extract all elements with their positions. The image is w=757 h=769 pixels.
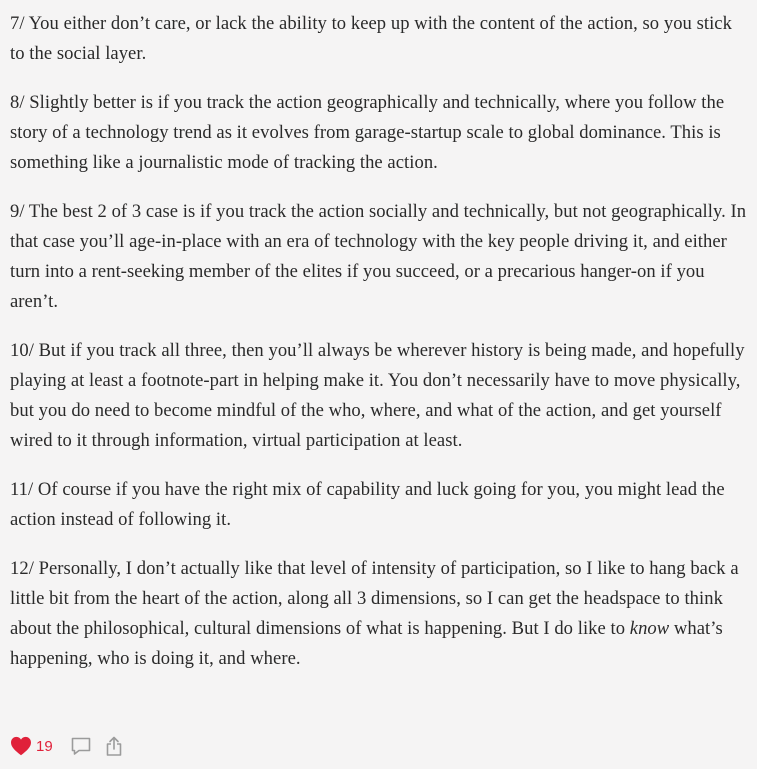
post-action-bar — [10, 733, 123, 759]
paragraph-7: 7/ You either don’t care, or lack the ability to keep up with the content of the action, so you stick to the social layer. — [10, 13, 732, 64]
heart-icon — [10, 736, 32, 756]
paragraph-9: 9/ The best 2 of 3 case is if you track the action socially and technically, but not geographically. In that case you’ll age-in-place with an era of technology with the key people driving it, and either turn into a rent-seeking member of the elites if you succeed, or a precarious hanger-on if you aren’t. — [10, 201, 747, 312]
like-button[interactable] — [10, 736, 53, 756]
paragraph-12-text-before: 12/ Personally, I don’t actually like that level of intensity of participation, so I like to hang back a little bit from the heart of the action, along all 3 dimensions, so I can get the headspace to think about the philosophical, cultural dimensions of what is happening. But I do like to — [10, 558, 739, 639]
post-body — [10, 9, 747, 693]
like-count: 19 — [36, 737, 53, 755]
paragraph-11: 11/ Of course if you have the right mix of capability and luck going for you, you might lead the action instead of following it. — [10, 479, 725, 530]
comment-icon — [70, 736, 92, 756]
paragraph-10: 10/ But if you track all three, then you’ll always be wherever history is being made, and hopefully playing at least a footnote-part in helping make it. You don’t necessarily have to move physically, but you do need to become mindful of the who, where, and what of the action, and get yourself wired to it through information, virtual participation at least. — [10, 340, 745, 451]
paragraph-12-emphasis: know — [629, 618, 670, 639]
paragraph-12 — [10, 554, 747, 674]
paragraph-12-text-after: what’s happening, who is doing it, and where. — [10, 618, 723, 669]
share-button[interactable] — [105, 735, 123, 757]
comment-button[interactable] — [70, 736, 92, 756]
paragraph-8: 8/ Slightly better is if you track the action geographically and technically, where you follow the story of a technology trend as it evolves from garage-startup scale to global dominance. This is something like a journalistic mode of tracking the action. — [10, 92, 725, 173]
share-icon — [105, 735, 123, 757]
